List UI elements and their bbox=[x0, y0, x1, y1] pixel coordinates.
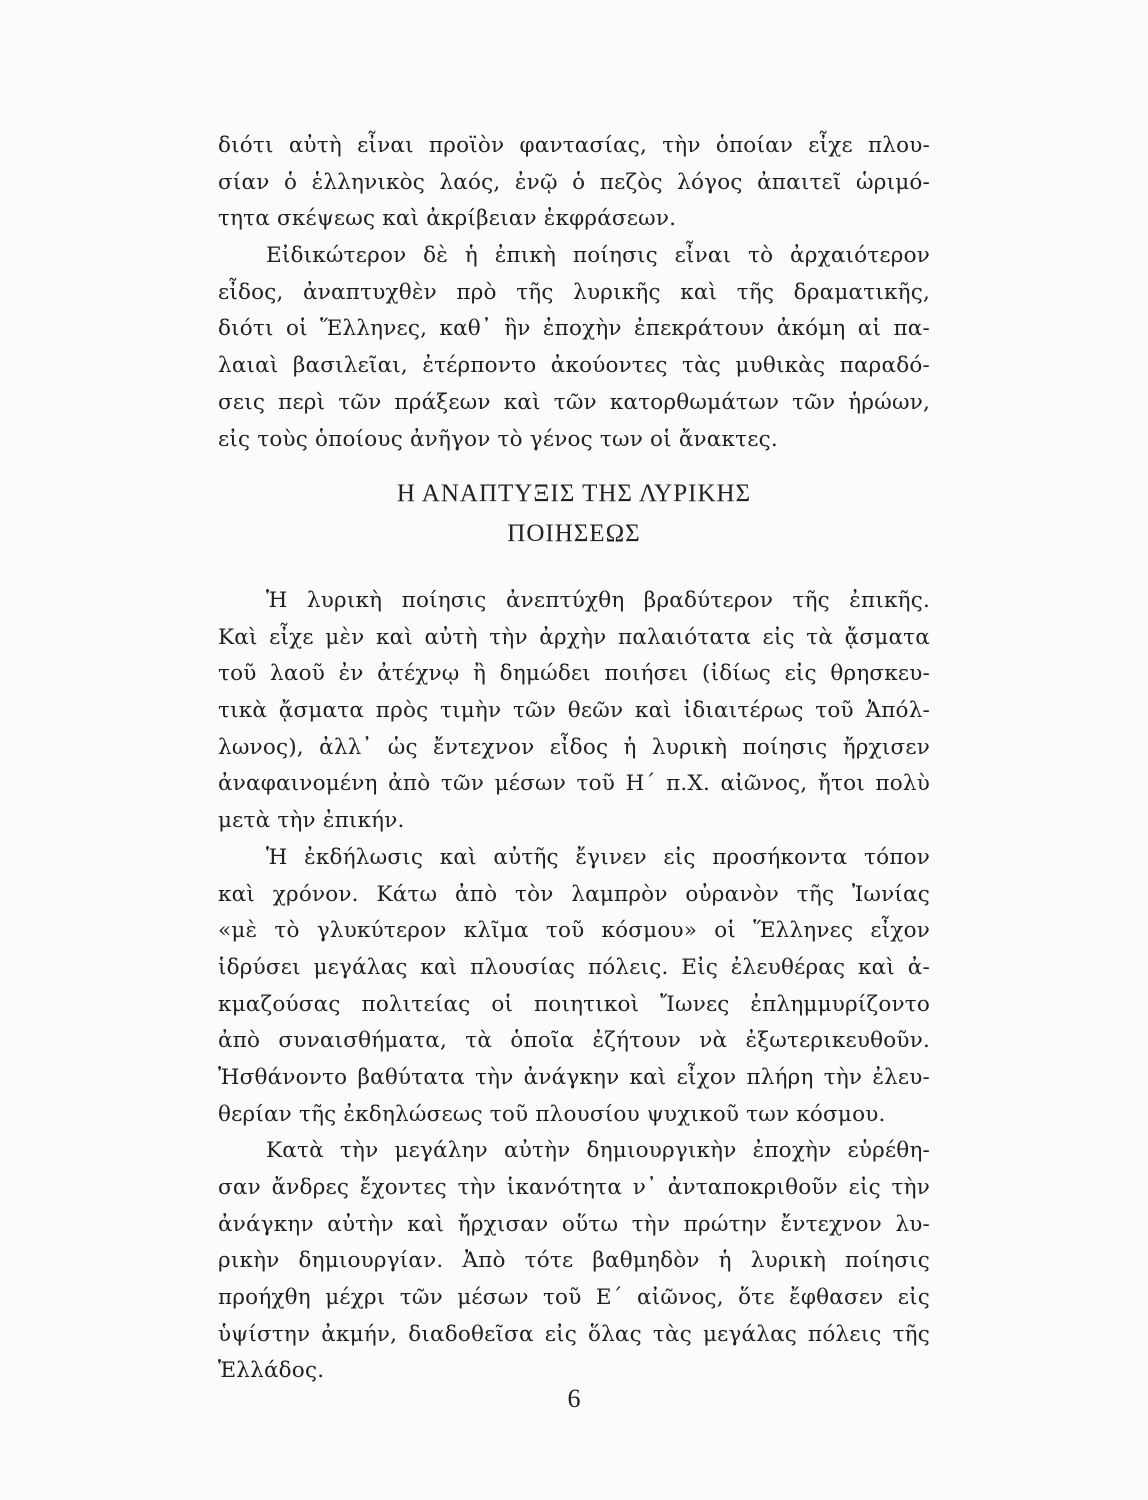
text-line: Ἠσθάνοντο βαθύτατα τὴν ἀνάγκην καὶ εἶχον πλήρη τὴν ἐλευ- bbox=[218, 1064, 930, 1090]
text-line: διότι οἱ Ἕλληνες, καθ᾽ ἣν ἐποχὴν ἐπεκράτουν ἀκόμη αἱ πα- bbox=[218, 316, 930, 342]
text-line: λωνος), ἀλλ᾽ ὡς ἔντεχνον εἶδος ἡ λυρικὴ ποίησις ἤρχισεν bbox=[218, 734, 930, 760]
text-line: σίαν ὁ ἑλληνικὸς λαός, ἐνῷ ὁ πεζὸς λόγος ἀπαιτεῖ ὡριμό- bbox=[218, 169, 930, 195]
text-line: Καὶ εἶχε μὲν καὶ αὐτὴ τὴν ἀρχὴν παλαιότατα εἰς τὰ ᾄσματα bbox=[218, 624, 930, 650]
text-line: εἶδος, ἀναπτυχθὲν πρὸ τῆς λυρικῆς καὶ τῆς δραματικῆς, bbox=[218, 279, 930, 305]
page-number: 6 bbox=[567, 1384, 581, 1413]
text-line: «μὲ τὸ γλυκύτερον κλῖμα τοῦ κόσμου» οἱ Ἕλληνες εἶχον bbox=[218, 918, 930, 944]
text-line: καὶ χρόνον. Κάτω ἀπὸ τὸν λαμπρὸν οὐρανὸν τῆς Ἰωνίας bbox=[218, 881, 930, 907]
text-line: Εἰδικώτερον δὲ ἡ ἐπικὴ ποίησις εἶναι τὸ ἀρχαιότερον bbox=[266, 243, 930, 269]
section-heading-line2: ΠΟΙΗΣΕΩΣ bbox=[507, 520, 641, 547]
text-line: τητα σκέψεως καὶ ἀκρίβειαν ἐκφράσεων. bbox=[218, 206, 677, 232]
text-line: εἰς τοὺς ὁποίους ἀνῆγον τὸ γένος των οἱ ἄνακτες. bbox=[218, 426, 778, 452]
text-line: θερίαν τῆς ἐκδηλώσεως τοῦ πλουσίου ψυχικοῦ των κόσμου. bbox=[218, 1101, 886, 1127]
text-line: ρικὴν δημιουργίαν. Ἀπὸ τότε βαθμηδὸν ἡ λυρικὴ ποίησις bbox=[218, 1248, 930, 1274]
text-line: ὑψίστην ἀκμήν, διαδοθεῖσα εἰς ὅλας τὰς μεγάλας πόλεις τῆς bbox=[218, 1321, 930, 1347]
text-line: ἀναφαινομένη ἀπὸ τῶν μέσων τοῦ Η΄ π.Χ. αἰῶνος, ἤτοι πολὺ bbox=[218, 771, 930, 797]
text-line: Ἡ ἐκδήλωσις καὶ αὐτῆς ἔγινεν εἰς προσήκοντα τόπον bbox=[266, 844, 930, 870]
text-line: Κατὰ τὴν μεγάλην αὐτὴν δημιουργικὴν ἐποχὴν εὑρέθη- bbox=[266, 1138, 930, 1164]
section-heading-line1: Η ΑΝΑΠΤΥΞΙΣ ΤΗΣ ΛΥΡΙΚΗΣ bbox=[396, 480, 752, 507]
text-line: Ἡ λυρικὴ ποίησις ἀνεπτύχθη βραδύτερον τῆς ἐπικῆς. bbox=[266, 588, 930, 613]
text-line: μετὰ τὴν ἐπικήν. bbox=[218, 808, 405, 834]
text-line: ἀνάγκην αὐτὴν καὶ ἤρχισαν οὕτω τὴν πρώτην ἔντεχνον λυ- bbox=[218, 1211, 930, 1237]
text-line: τοῦ λαοῦ ἐν ἀτέχνῳ ἢ δημώδει ποιήσει (ἰδίως εἰς θρησκευ- bbox=[218, 661, 930, 687]
text-line: ἱδρύσει μεγάλας καὶ πλουσίας πόλεις. Εἰς ἐλευθέρας καὶ ἀ- bbox=[218, 954, 930, 980]
text-line: Ἑλλάδος. bbox=[218, 1358, 325, 1384]
text-line: σαν ἄνδρες ἔχοντες τὴν ἱκανότητα ν᾽ ἀνταποκριθοῦν εἰς τὴν bbox=[218, 1175, 930, 1200]
text-line: προήχθη μέχρι τῶν μέσων τοῦ Ε΄ αἰῶνος, ὅτε ἔφθασεν εἰς bbox=[218, 1285, 930, 1311]
text-line: ἀπὸ συναισθήματα, τὰ ὁποῖα ἐζήτουν νὰ ἐξωτερικευθοῦν. bbox=[218, 1028, 930, 1054]
text-line: διότι αὐτὴ εἶναι προϊὸν φαντασίας, τὴν ὁποίαν εἶχε πλου- bbox=[218, 133, 930, 158]
text-line: λαιαὶ βασιλεῖαι, ἐτέρποντο ἀκούοντες τὰς μυθικὰς παραδό- bbox=[218, 353, 930, 379]
text-line: σεις περὶ τῶν πράξεων καὶ τῶν κατορθωμάτων τῶν ἡρώων, bbox=[218, 389, 930, 415]
text-line: κμαζούσας πολιτείας οἱ ποιητικοὶ Ἴωνες ἐπλημμυρίζοντο bbox=[218, 991, 930, 1017]
intro-text-block bbox=[218, 128, 930, 458]
lyric-poetry-text-block bbox=[218, 583, 930, 1390]
text-line: τικὰ ᾄσματα πρὸς τιμὴν τῶν θεῶν καὶ ἰδιαιτέρως τοῦ Ἀπόλ- bbox=[218, 698, 930, 724]
